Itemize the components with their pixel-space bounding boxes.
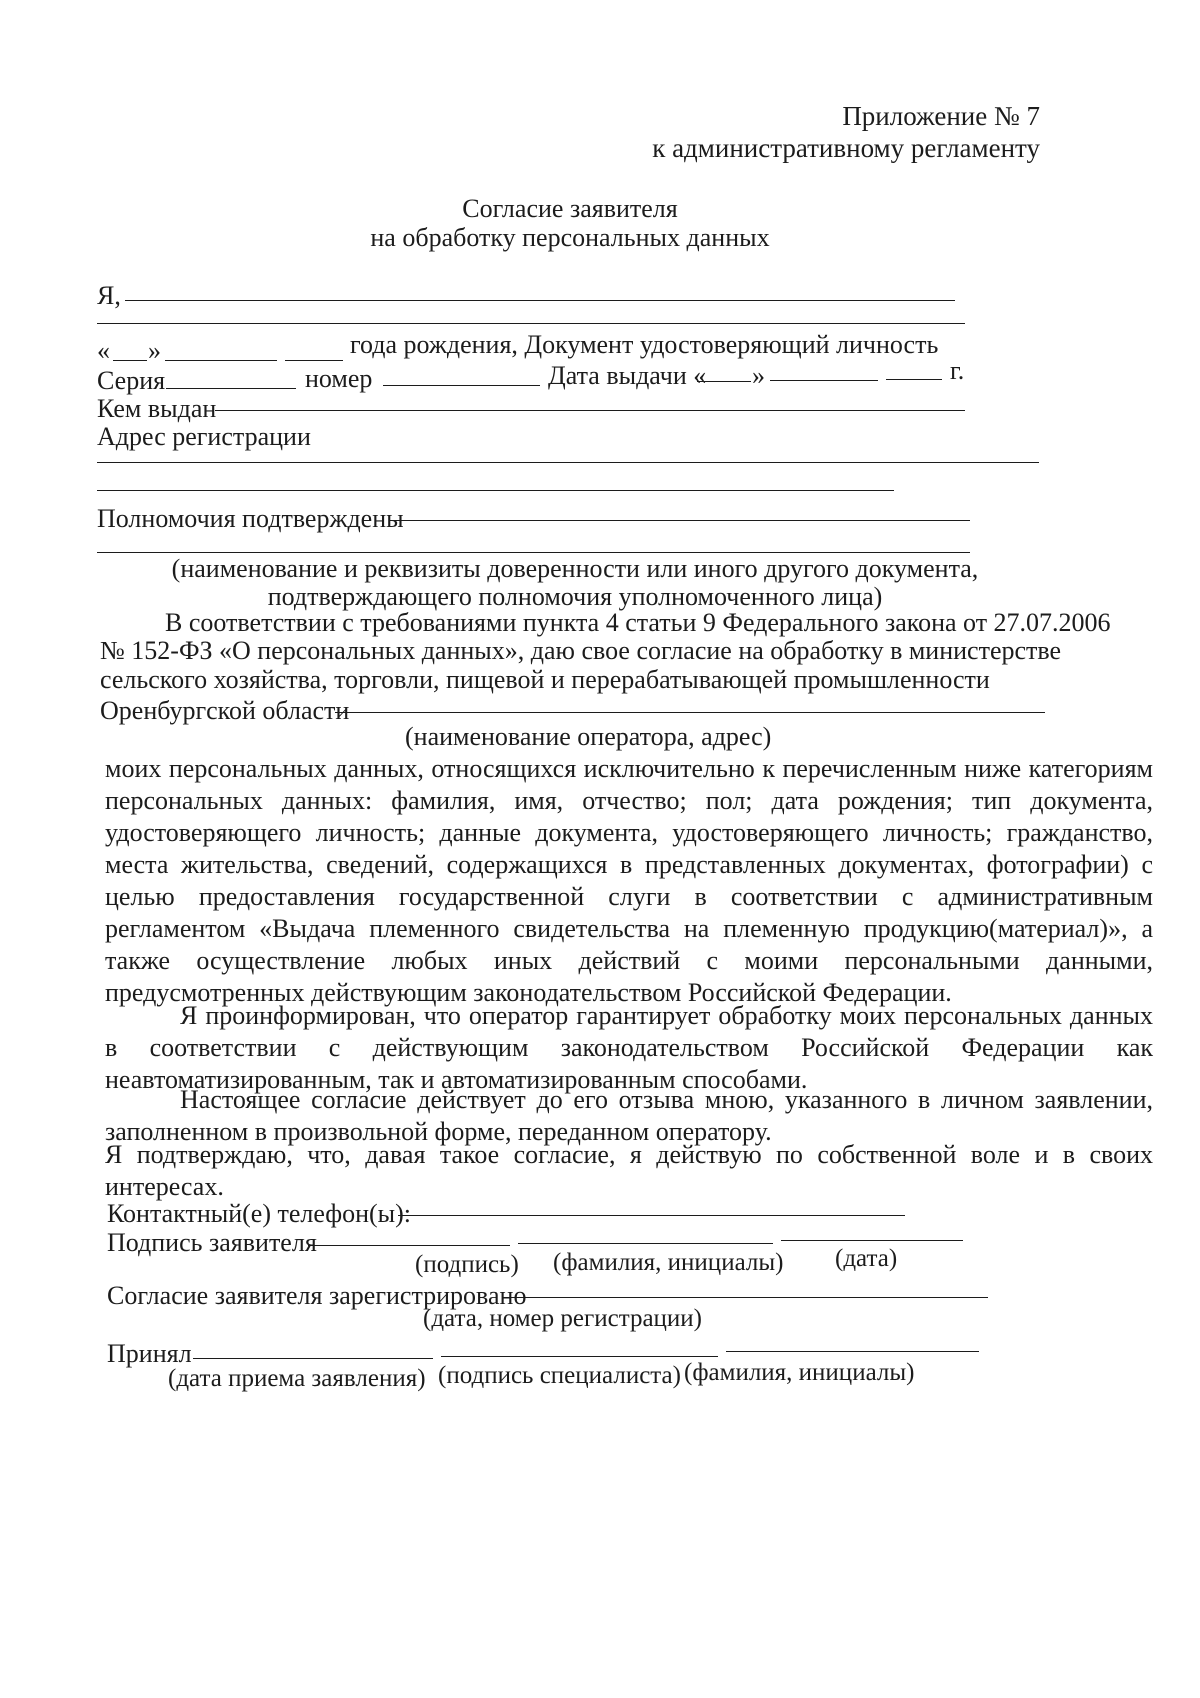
number-label: номер [305,364,373,393]
reg-address-field-2[interactable] [97,490,894,491]
issued-by-label: Кем выдан [97,394,217,423]
phone-label: Контактный(е) телефон(ы): [107,1199,411,1228]
number-field[interactable] [383,385,540,386]
consent-p1-line4: Оренбургской области [100,696,350,725]
applicant-name-sign-field[interactable] [518,1243,773,1244]
year-suffix: г. [950,356,965,385]
consent-p5: Я подтверждаю, что, давая такое согласие, я действую по собственной воле и в своих интересах. [105,1140,1153,1201]
appendix-number: Приложение № 7 [842,101,1040,131]
phone-field[interactable] [398,1215,905,1216]
registered-label: Согласие заявителя зарегистрировано [107,1281,527,1310]
powers-note-2: подтверждающего полномочия уполномоченного лица) [267,582,883,611]
consent-p3: Я проинформирован, что оператор гарантирует обработку моих персональных данных в соответствии с действующим законодательством Российской Федерации как неавтоматизированным, так и автоматизированным способами. [105,1001,1153,1094]
registration-field[interactable] [503,1297,988,1298]
cap-specialist-name: (фамилия, инициалы) [684,1359,915,1386]
birth-doc-label: года рождения, Документ удостоверяющий личность [350,330,939,359]
issue-quote-close: » [752,361,765,390]
powers-note-1: (наименование и реквизиты доверенности или иного другого документа, [171,554,979,583]
operator-field[interactable] [335,712,1045,713]
reg-address-label: Адрес регистрации [97,422,311,451]
operator-note: (наименование оператора, адрес) [405,722,772,751]
consent-p1-line2: № 152-ФЗ «О персональных данных», даю свое согласие на обработку в министерстве [100,636,1062,665]
birth-quote-open: « [97,336,110,365]
consent-p1-line3: сельского хозяйства, торговли, пищевой и перерабатывающей промышленности [100,665,990,694]
sign-label: Подпись заявителя [107,1228,317,1257]
cap-registration: (дата, номер регистрации) [423,1305,703,1332]
series-label: Серия [97,366,166,395]
specialist-signature-field[interactable] [441,1356,718,1357]
acceptance-date-field[interactable] [193,1358,433,1359]
reg-address-field[interactable] [97,462,1039,463]
applicant-name-field[interactable] [125,300,955,301]
consent-p2: моих персональных данных, относящихся исключительно к перечисленным ниже категориям персональных данных: фамилия, имя, отчество; пол; дата рождения; тип документа, удостоверяющего личность; данные документа, удостоверяющего личность; гражданство, места жительства, сведений, содержащихся в представленных документах, фотографии) с целью предоставления государственной слуги в соответствии с административным регламентом «Выдача племенного свидетельства на племенную продукцию(материал)», а также осуществление любых иных действий с моими персональными данными, предусмотренных действующим законодательством Российской Федерации. [105,754,1153,1007]
powers-label: Полномочия подтверждены [97,504,404,533]
applicant-signature-field[interactable] [308,1245,510,1246]
cap-specialist-sign: (подпись специалиста) [438,1362,681,1389]
birth-month-field[interactable] [165,360,277,361]
cap-acceptance-date: (дата приема заявления) [168,1365,426,1392]
cap-signature: (подпись) [415,1251,519,1278]
applicant-sign-date-field[interactable] [781,1240,963,1241]
issue-year-field[interactable] [886,379,942,380]
applicant-name-field-2[interactable] [97,323,965,324]
issued-by-field[interactable] [215,410,965,411]
series-field[interactable] [166,388,296,389]
powers-field[interactable] [390,520,970,521]
issue-date-label: Дата выдачи « [548,361,707,390]
consent-p4: Настоящее согласие действует до его отзыва мною, указанного в личном заявлении, заполненном в произвольной форме, переданном оператору. [105,1085,1153,1146]
specialist-name-field[interactable] [726,1351,979,1352]
birth-day-field[interactable] [113,360,147,361]
doc-title-line2: на обработку персональных данных [370,223,770,252]
cap-date: (дата) [835,1245,898,1272]
i-label: Я, [97,281,121,310]
birth-year-field[interactable] [285,360,343,361]
birth-quote-close: » [148,336,161,365]
doc-title-line1: Согласие заявителя [462,194,678,223]
issue-day-field[interactable] [697,381,751,382]
issue-month-field[interactable] [770,380,878,381]
cap-full-name: (фамилия, инициалы) [553,1249,784,1276]
consent-p1-line1: В соответствии с требованиями пункта 4 статьи 9 Федерального закона от 27.07.2006 [165,608,1111,637]
accepted-label: Принял [107,1339,192,1368]
appendix-regulation: к административному регламенту [652,133,1040,163]
